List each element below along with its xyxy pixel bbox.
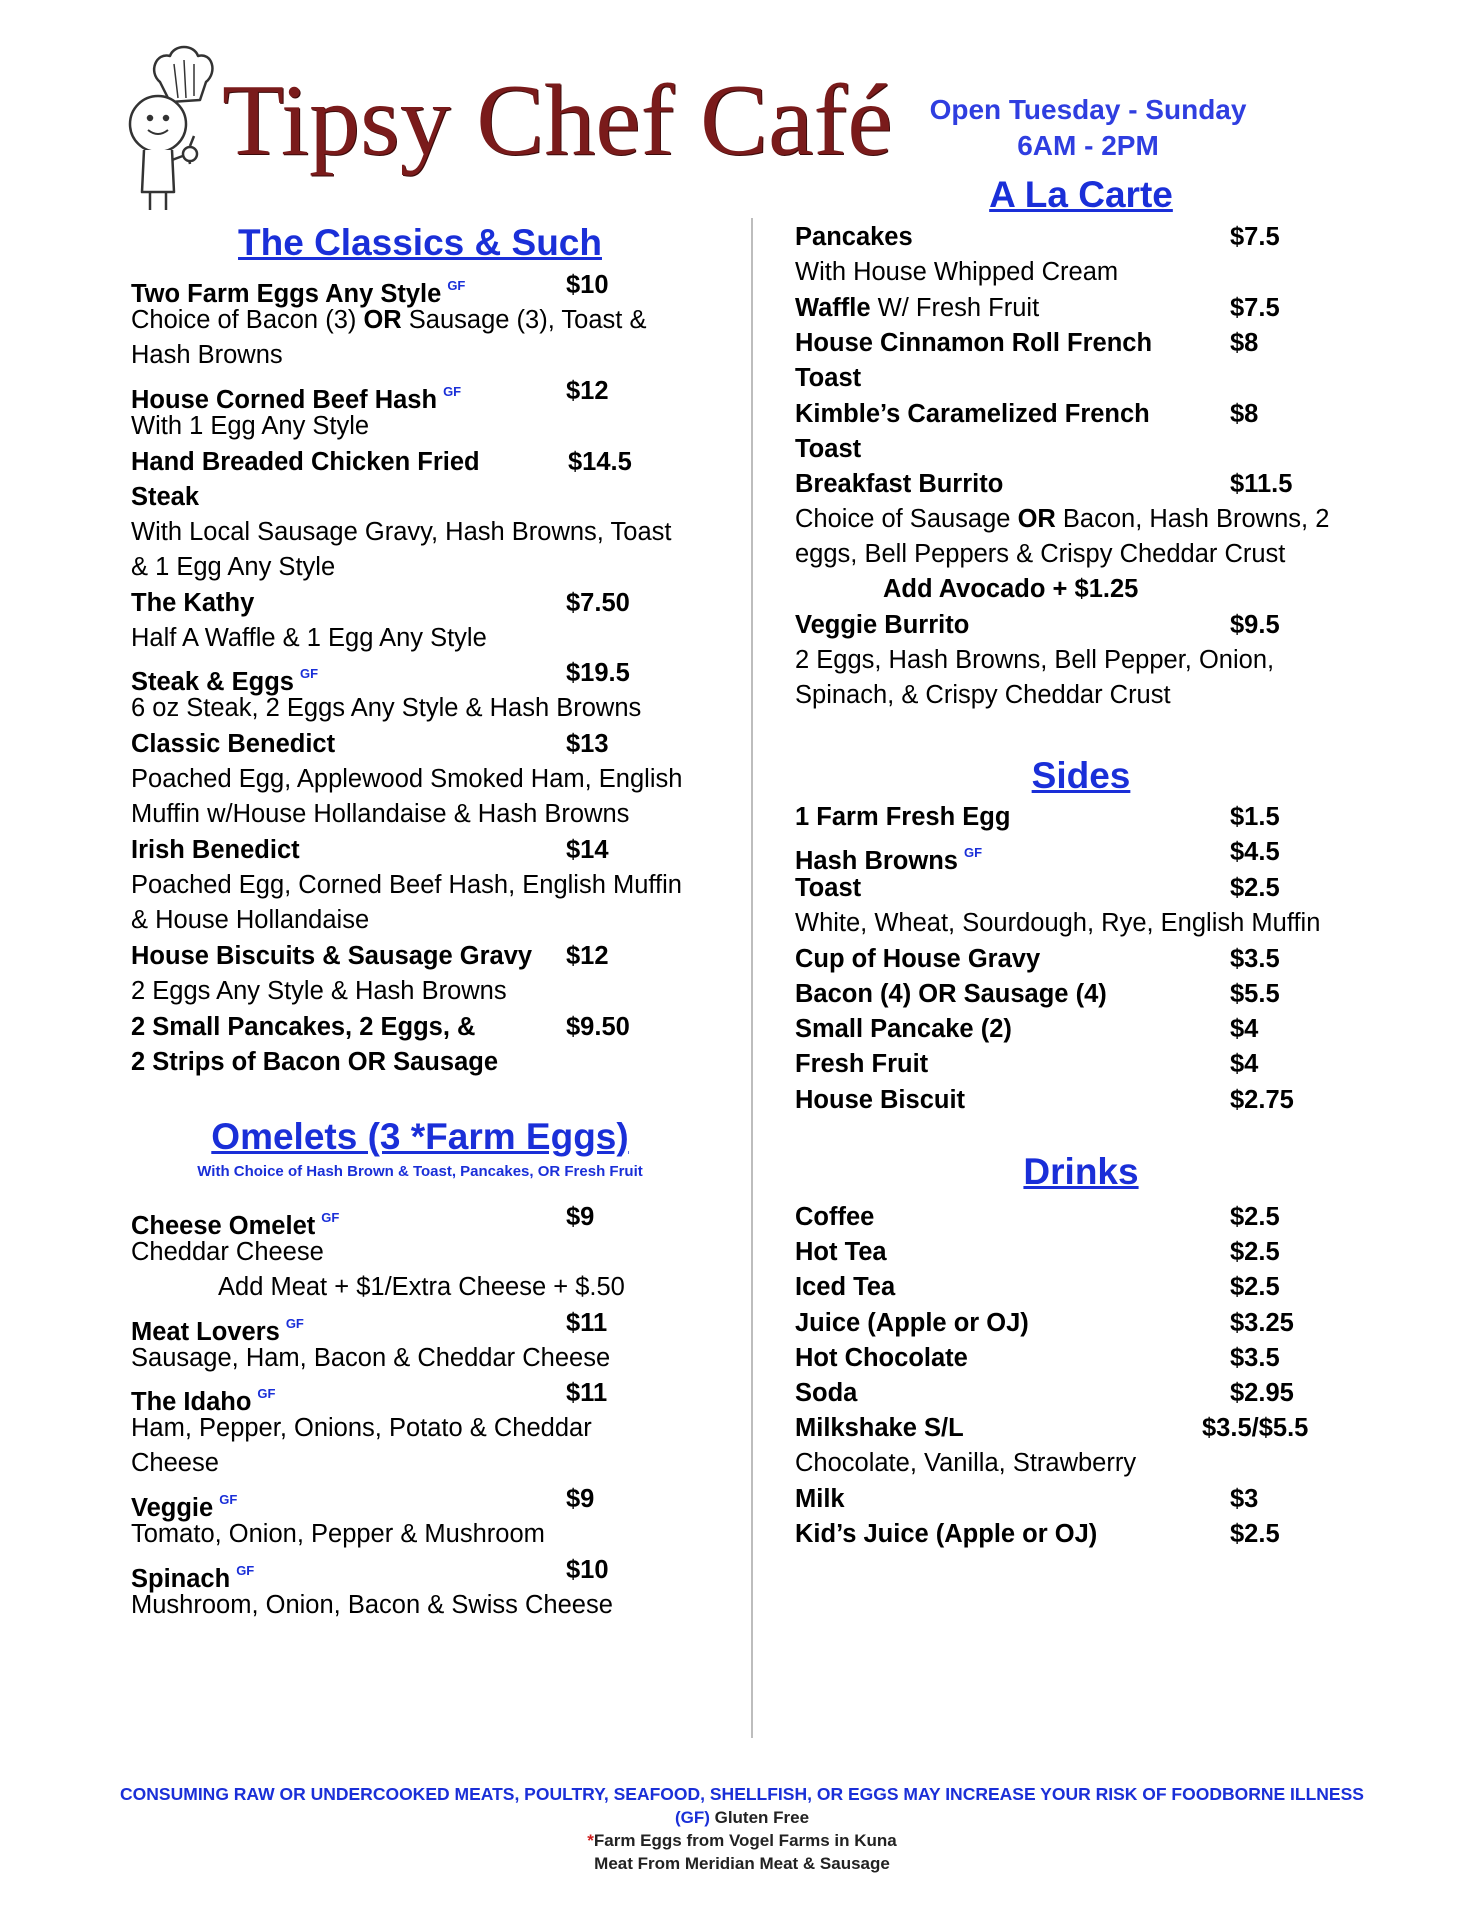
- price: $4: [1230, 1050, 1259, 1078]
- gf-badge: GF: [219, 1492, 238, 1507]
- price: $12: [566, 942, 609, 970]
- menu-item: Hand Breaded Chicken Fried $14.5: [131, 445, 480, 480]
- menu-item: Milkshake S/L $3.5/$5.5: [795, 1411, 964, 1446]
- price: $7.5: [1230, 294, 1280, 322]
- price: $2.5: [1230, 1238, 1280, 1266]
- menu-item: Small Pancake (2) $4: [795, 1012, 1012, 1047]
- gf-legend: (GF) Gluten Free: [674, 1808, 810, 1827]
- menu-item: Veggie $^{GF}$ $9: [131, 1482, 237, 1517]
- farm-eggs-note: *Farm Eggs from Vogel Farms in Kuna: [587, 1831, 897, 1850]
- hours-days: Open Tuesday - Sunday: [929, 94, 1247, 125]
- price: $3.5: [1230, 1344, 1280, 1372]
- gf-badge: GF: [447, 278, 466, 293]
- menu-item: Hot Chocolate $3.5: [795, 1341, 968, 1376]
- menu-item: Spinach $^{GF}$ $10: [131, 1553, 254, 1588]
- price: $11: [566, 1309, 608, 1337]
- gf-badge: GF: [236, 1563, 255, 1578]
- item-addon: Add Avocado + $1.25: [883, 575, 1139, 603]
- menu-item: Cheese Omelet $^{GF}$ $9: [131, 1200, 339, 1235]
- price: $11.5: [1230, 470, 1293, 498]
- gf-badge: GF: [443, 384, 462, 399]
- menu-item: Kid’s Juice (Apple or OJ) $2.5: [795, 1517, 1097, 1552]
- gf-badge: GF: [257, 1386, 276, 1401]
- gf-badge: GF: [963, 845, 983, 860]
- price: $10: [566, 271, 609, 299]
- menu-item: The Idaho $^{GF}$ $11: [131, 1376, 275, 1411]
- menu-item: Soda $2.95: [795, 1376, 857, 1411]
- classics-title: The Classics & Such: [238, 222, 602, 263]
- menu-item: Bacon (4) OR Sausage (4) $5.5: [795, 977, 1107, 1012]
- footer: [0, 1782, 1484, 1875]
- drinks-title: Drinks: [1023, 1151, 1139, 1192]
- price: $8: [1230, 400, 1259, 428]
- price: $1.5: [1230, 803, 1280, 831]
- price: $2.5: [1230, 1203, 1280, 1231]
- item-description: Tomato, Onion, Pepper & Mushroom: [131, 1520, 545, 1548]
- price: $19.5: [566, 659, 630, 687]
- price: $13: [566, 730, 609, 758]
- menu-item: Juice (Apple or OJ) $3.25: [795, 1306, 1029, 1341]
- item-description: & House Hollandaise: [131, 906, 370, 934]
- menu-item: Steak & Eggs $^{GF}$ $19.5: [131, 656, 318, 691]
- menu-item: Irish Benedict $14: [131, 833, 300, 868]
- item-description: With 1 Egg Any Style: [131, 412, 370, 440]
- food-safety-warning: CONSUMING RAW OR UNDERCOOKED MEATS, POULTRY, SEAFOOD, SHELLFISH, OR EGGS MAY INCREASE YOUR RISK OF FOODBORNE ILLNESS: [120, 1784, 1364, 1804]
- menu-item: Pancakes $7.5: [795, 220, 913, 255]
- price: $3.25: [1230, 1309, 1294, 1337]
- item-description: Cheese: [131, 1449, 219, 1477]
- price: $10: [566, 1556, 609, 1584]
- price: $3.5/$5.5: [1202, 1414, 1309, 1442]
- item-description: eggs, Bell Peppers & Crispy Cheddar Crust: [795, 540, 1286, 568]
- column-divider: [751, 218, 753, 1738]
- menu-item: Cup of House Gravy $3.5: [795, 942, 1040, 977]
- omelets-subtitle: With Choice of Hash Brown & Toast, Pancakes, OR Fresh Fruit: [197, 1163, 643, 1180]
- menu-item: Veggie Burrito $9.5: [795, 608, 969, 643]
- item-description: With House Whipped Cream: [795, 258, 1119, 286]
- price: $8: [1230, 329, 1259, 357]
- menu-item: Toast $2.5: [795, 871, 861, 906]
- price: $3: [1230, 1485, 1259, 1513]
- item-name-cont: Steak: [131, 483, 200, 511]
- omelets-title: Omelets (3 *Farm Eggs): [211, 1116, 629, 1157]
- item-description: 2 Eggs Any Style & Hash Browns: [131, 977, 507, 1005]
- menu-item: 2 Small Pancakes, 2 Eggs, & $9.50: [131, 1010, 475, 1045]
- menu-item: Fresh Fruit $4: [795, 1047, 928, 1082]
- menu-item: Milk $3: [795, 1482, 845, 1517]
- item-description: 6 oz Steak, 2 Eggs Any Style & Hash Browns: [131, 694, 642, 722]
- hours-time: 6AM - 2PM: [1017, 130, 1159, 161]
- menu-item: Hot Tea $2.5: [795, 1235, 887, 1270]
- menu-item: Classic Benedict $13: [131, 727, 335, 762]
- item-description: With Local Sausage Gravy, Hash Browns, Toast: [131, 518, 672, 546]
- price: $12: [566, 377, 609, 405]
- menu-item: The Kathy $7.50: [131, 586, 254, 621]
- item-description: Poached Egg, Corned Beef Hash, English Muffin: [131, 871, 682, 899]
- item-name-cont: 2 Strips of Bacon OR Sausage: [131, 1048, 499, 1076]
- gf-badge: GF: [299, 666, 319, 681]
- item-description: Choice of Sausage OR Bacon, Hash Browns, 2: [795, 505, 1330, 533]
- item-description: Spinach, & Crispy Cheddar Crust: [795, 681, 1171, 709]
- menu-item: Hash Browns $^{GF}$ $4.5: [795, 835, 982, 870]
- price: $2.5: [1230, 1520, 1280, 1548]
- menu-item: House Biscuit $2.75: [795, 1083, 965, 1118]
- price: $14.5: [568, 448, 632, 476]
- price: $9.50: [566, 1013, 630, 1041]
- item-name-cont: Toast: [795, 364, 862, 392]
- price: $7.50: [566, 589, 630, 617]
- menu-item: 1 Farm Fresh Egg $1.5: [795, 800, 1010, 835]
- item-name-cont: Toast: [795, 435, 862, 463]
- price: $4: [1230, 1015, 1259, 1043]
- menu-item: House Corned Beef Hash $^{GF}$ $12: [131, 374, 461, 409]
- item-description: Muffin w/House Hollandaise & Hash Browns: [131, 800, 630, 828]
- price: $2.5: [1230, 874, 1280, 902]
- item-addon: Add Meat + $1/Extra Cheese + $.50: [218, 1273, 625, 1301]
- menu-item: House Cinnamon Roll French $8: [795, 326, 1152, 361]
- item-description: White, Wheat, Sourdough, Rye, English Muffin: [795, 909, 1321, 937]
- gf-badge: GF: [321, 1210, 340, 1225]
- price: $4.5: [1230, 838, 1280, 866]
- price: $14: [566, 836, 609, 864]
- item-description: & 1 Egg Any Style: [131, 553, 336, 581]
- menu-item: Two Farm Eggs Any Style $^{GF}$ $10: [131, 268, 465, 303]
- menu-item: Kimble’s Caramelized French $8: [795, 397, 1150, 432]
- item-description: Hash Browns: [131, 341, 283, 369]
- price: $5.5: [1230, 980, 1280, 1008]
- item-description: Cheddar Cheese: [131, 1238, 324, 1266]
- menu-item: Meat Lovers $^{GF}$ $11: [131, 1306, 304, 1341]
- cafe-title: Tipsy Chef Café: [222, 64, 893, 177]
- item-description: Half A Waffle & 1 Egg Any Style: [131, 624, 487, 652]
- price: $7.5: [1230, 223, 1280, 251]
- item-description: Chocolate, Vanilla, Strawberry: [795, 1449, 1137, 1477]
- price: $2.95: [1230, 1379, 1294, 1407]
- menu-item: House Biscuits & Sausage Gravy $12: [131, 939, 532, 974]
- item-description: Ham, Pepper, Onions, Potato & Cheddar: [131, 1414, 592, 1442]
- menu-item: Breakfast Burrito $11.5: [795, 467, 1003, 502]
- item-description: Poached Egg, Applewood Smoked Ham, English: [131, 765, 683, 793]
- chef-icon: [118, 42, 228, 212]
- a-la-carte-title: A La Carte: [989, 174, 1173, 215]
- item-description: Mushroom, Onion, Bacon & Swiss Cheese: [131, 1591, 613, 1619]
- price: $9.5: [1230, 611, 1280, 639]
- item-description: Sausage, Ham, Bacon & Cheddar Cheese: [131, 1344, 611, 1372]
- price: $9: [566, 1485, 595, 1513]
- menu-item: Coffee $2.5: [795, 1200, 874, 1235]
- price: $11: [566, 1379, 608, 1407]
- price: $2.5: [1230, 1273, 1280, 1301]
- item-description: 2 Eggs, Hash Browns, Bell Pepper, Onion,: [795, 646, 1275, 674]
- sides-title: Sides: [1031, 755, 1131, 796]
- price: $3.5: [1230, 945, 1280, 973]
- price: $2.75: [1230, 1086, 1294, 1114]
- price: $9: [566, 1203, 595, 1231]
- item-description: Choice of Bacon (3) OR Sausage (3), Toast &: [131, 306, 647, 334]
- gf-badge: GF: [285, 1316, 304, 1331]
- menu-item: Iced Tea $2.5: [795, 1270, 895, 1305]
- menu-item: Waffle W/ Fresh Fruit $7.5: [795, 291, 1039, 326]
- meat-note: Meat From Meridian Meat & Sausage: [594, 1854, 890, 1873]
